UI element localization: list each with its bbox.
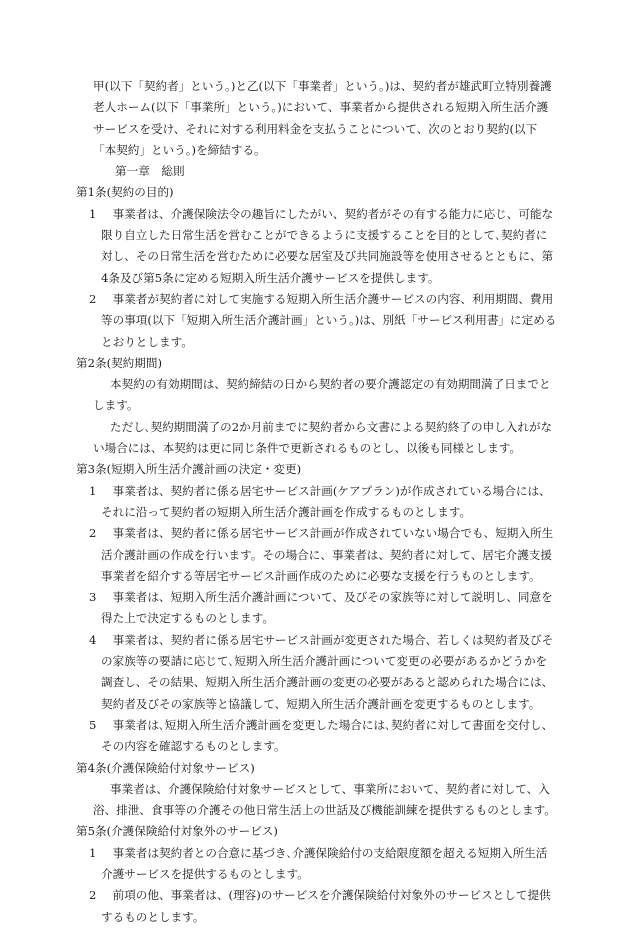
- item-number: 4: [89, 632, 97, 647]
- article-item: [76, 715, 558, 758]
- item-text: 事業者が契約者に対して実施する短期入所生活介護サービスの内容、利用期間、費用等の事項(以下「短期入所生活介護計画」という。)は、別紙「サービス利用書」に定めるとおりとします。: [101, 291, 557, 349]
- item-number: 2: [89, 526, 97, 541]
- item-text: 事業者は契約者との合意に基づき､介護保険給付の支給限度額を超える短期入所生活介護サービスを提供するものとします。: [101, 845, 548, 881]
- item-text: 事業者は､短期入所生活介護計画を変更した場合には､契約者に対して書面を交付し、その内容を確認するものとします。: [101, 717, 554, 754]
- item-text: 事業者は、契約者に係る居宅サービス計画(ケアプラン)が作成されている場合には、それに沿って契約者の短期入所生活介護計画を作成するものとします。: [101, 483, 551, 519]
- item-text: 前項の他、事業者は、(理容)のサービスを介護保険給付対象外のサービスとして提供するものとします。: [101, 888, 551, 924]
- article-title: 第3条(短期入所生活介護計画の決定・変更): [76, 462, 302, 477]
- item-number: 2: [89, 291, 97, 306]
- article-item: [76, 843, 558, 886]
- item-text: 事業者は、短期入所生活介護計画について、及びその家族等に対して説明し、同意を得た上で決定するものとします。: [101, 590, 553, 626]
- article-3: [76, 459, 558, 757]
- article-item: [76, 885, 558, 928]
- article-title: 第2条(契約期間): [76, 355, 162, 370]
- article-title: 第5条(介護保険給付対象外のサービス): [76, 824, 278, 839]
- article-paragraph: 事業者は、介護保険給付対象サービスとして、事業所において、契約者に対して、入浴、排泄、食事等の介護その他日常生活上の世話及び機能訓練を提供するものとします。: [93, 781, 556, 818]
- item-number: 3: [89, 590, 97, 605]
- article-item: [76, 481, 558, 524]
- item-text: 事業者は、契約者に係る居宅サービス計画が変更された場合、若しくは契約者及びその家族等の要請に応じて､短期入所生活介護計画について変更の必要があるかどうかを調査し、その結果、短期入所生活介護計画の変更の必要があると認められた場合には、契約者及びその家族等と協議して、短期入所生活介護計画を変更するものとします。: [101, 632, 554, 711]
- article-item: [76, 289, 558, 353]
- article-item: [76, 523, 558, 587]
- article-item: [76, 630, 558, 715]
- item-number: 5: [89, 717, 97, 732]
- article-item: [76, 587, 558, 630]
- item-text: 事業者は、介護保険法令の趣旨にしたがい、契約者がその有する能力に応じ、可能な限り自立した日常生活を営むことができるように支援することを目的として､契約者に対し、その日常生活を営むために必要な居室及び共同施設等を使用させるとともに、第4条及び第5条に定める短期入所生活介護サービスを提供します。: [101, 206, 554, 285]
- item-number: 1: [89, 845, 97, 860]
- item-number: 1: [89, 206, 97, 221]
- article-item: [76, 204, 558, 289]
- item-text: 事業者は、契約者に係る居宅サービス計画が作成されていない場合でも、短期入所生活介護計画の作成を行います。その場合に、事業者は、契約者に対して、居宅介護支援事業者を紹介する等居宅サービス計画作成のために必要な支援を行うものとします。: [101, 526, 554, 583]
- article-title: 第4条(介護保険給付対象サービス): [76, 760, 255, 775]
- article-paragraph: 本契約の有効期間は、契約締結の日から契約者の要介護認定の有効期間満了日までとします。: [93, 377, 551, 413]
- article-1: [76, 182, 558, 352]
- preamble: 甲(以下「契約者」という。)と乙(以下「事業者」という。)は、契約者が雄武町立特別養護老人ホーム(以下「事業所」という。)において、事業者から提供される短期入所生活介護サービスを受け、それに対する利用料金を支払うことについて、次のとおり契約(以下「本契約」という。)を締結する。: [93, 79, 552, 157]
- item-number: 2: [89, 888, 97, 903]
- article-2: [76, 353, 558, 459]
- article-title: 第1条(契約の目的): [76, 185, 174, 200]
- article-5: [76, 821, 558, 927]
- article-paragraph: ただし､契約期間満了の2か月前までに契約者から文書による契約終了の申し入れがない場合には、本契約は更に同じ条件で更新されるものとし、以後も同様とします。: [93, 419, 553, 456]
- contract-body: [76, 76, 558, 928]
- chapter-heading: 第一章 総則: [115, 164, 185, 179]
- item-number: 1: [89, 483, 97, 498]
- article-4: [76, 758, 558, 822]
